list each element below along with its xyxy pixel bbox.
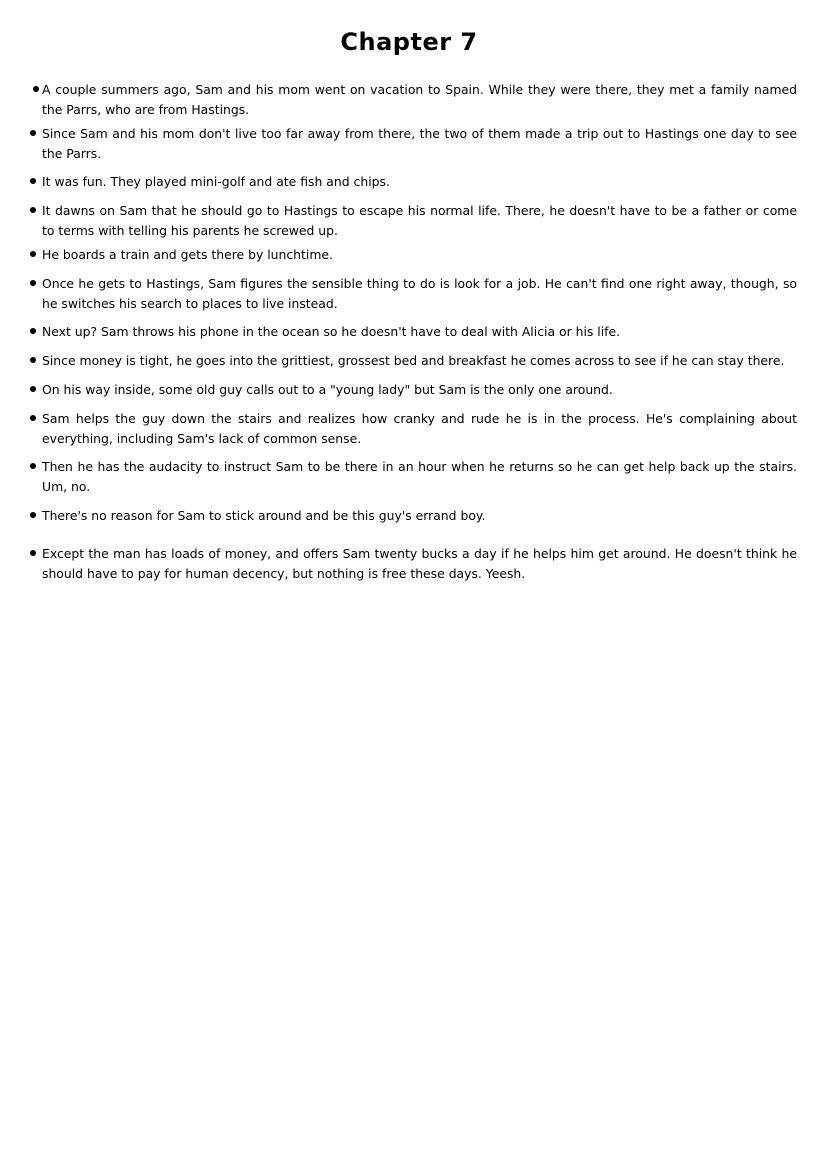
list-item-text: Since money is tight, he goes into the grittiest, grossest bed and breakfast he comes across to see if he can stay there. bbox=[42, 353, 785, 368]
bullet-icon bbox=[30, 207, 36, 213]
list-item-text: Except the man has loads of money, and offers Sam twenty bucks a day if he helps him get around. He doesn't think he should have to pay for human decency, but nothing is free these days. Yeesh. bbox=[42, 546, 797, 581]
bullet-icon bbox=[30, 251, 36, 257]
list-item-text: He boards a train and gets there by lunchtime. bbox=[42, 247, 333, 262]
chapter-title: Chapter 7 bbox=[340, 28, 478, 56]
bullet-icon bbox=[30, 415, 36, 421]
list-item-text: It was fun. They played mini-golf and ate fish and chips. bbox=[42, 174, 390, 189]
list-item-text: It dawns on Sam that he should go to Hastings to escape his normal life. There, he doesn't have to be a father or come to terms with telling his parents he screwed up. bbox=[42, 203, 797, 238]
bullet-icon bbox=[30, 130, 36, 136]
list-item-text: Sam helps the guy down the stairs and realizes how cranky and rude he is in the process. He's complaining about everything, including Sam's lack of common sense. bbox=[42, 411, 797, 446]
bullet-icon bbox=[30, 463, 36, 469]
bullet-icon bbox=[30, 550, 36, 556]
bullet-icon bbox=[30, 280, 36, 286]
list-item-text: Once he gets to Hastings, Sam figures the sensible thing to do is look for a job. He can't find one right away, though, so he switches his search to places to live instead. bbox=[42, 276, 797, 311]
bullet-icon bbox=[30, 178, 36, 184]
list-item-text: A couple summers ago, Sam and his mom went on vacation to Spain. While they were there, they met a family named the Parrs, who are from Hastings. bbox=[42, 82, 797, 117]
bullet-icon bbox=[30, 357, 36, 363]
list-item-text: Since Sam and his mom don't live too far away from there, the two of them made a trip out to Hastings one day to see the Parrs. bbox=[42, 126, 797, 161]
list-item-text: On his way inside, some old guy calls out to a "young lady" but Sam is the only one around. bbox=[42, 382, 613, 397]
bullet-icon bbox=[30, 386, 36, 392]
list-item-text: Next up? Sam throws his phone in the ocean so he doesn't have to deal with Alicia or his life. bbox=[42, 324, 621, 339]
bullet-icon bbox=[33, 86, 39, 92]
list-item-text: There's no reason for Sam to stick around and be this guy's errand boy. bbox=[42, 508, 486, 523]
bullet-icon bbox=[30, 512, 36, 518]
bullet-icon bbox=[30, 328, 36, 334]
list-item-text: Then he has the audacity to instruct Sam to be there in an hour when he returns so he can get help back up the stairs. Um, no. bbox=[42, 459, 797, 494]
